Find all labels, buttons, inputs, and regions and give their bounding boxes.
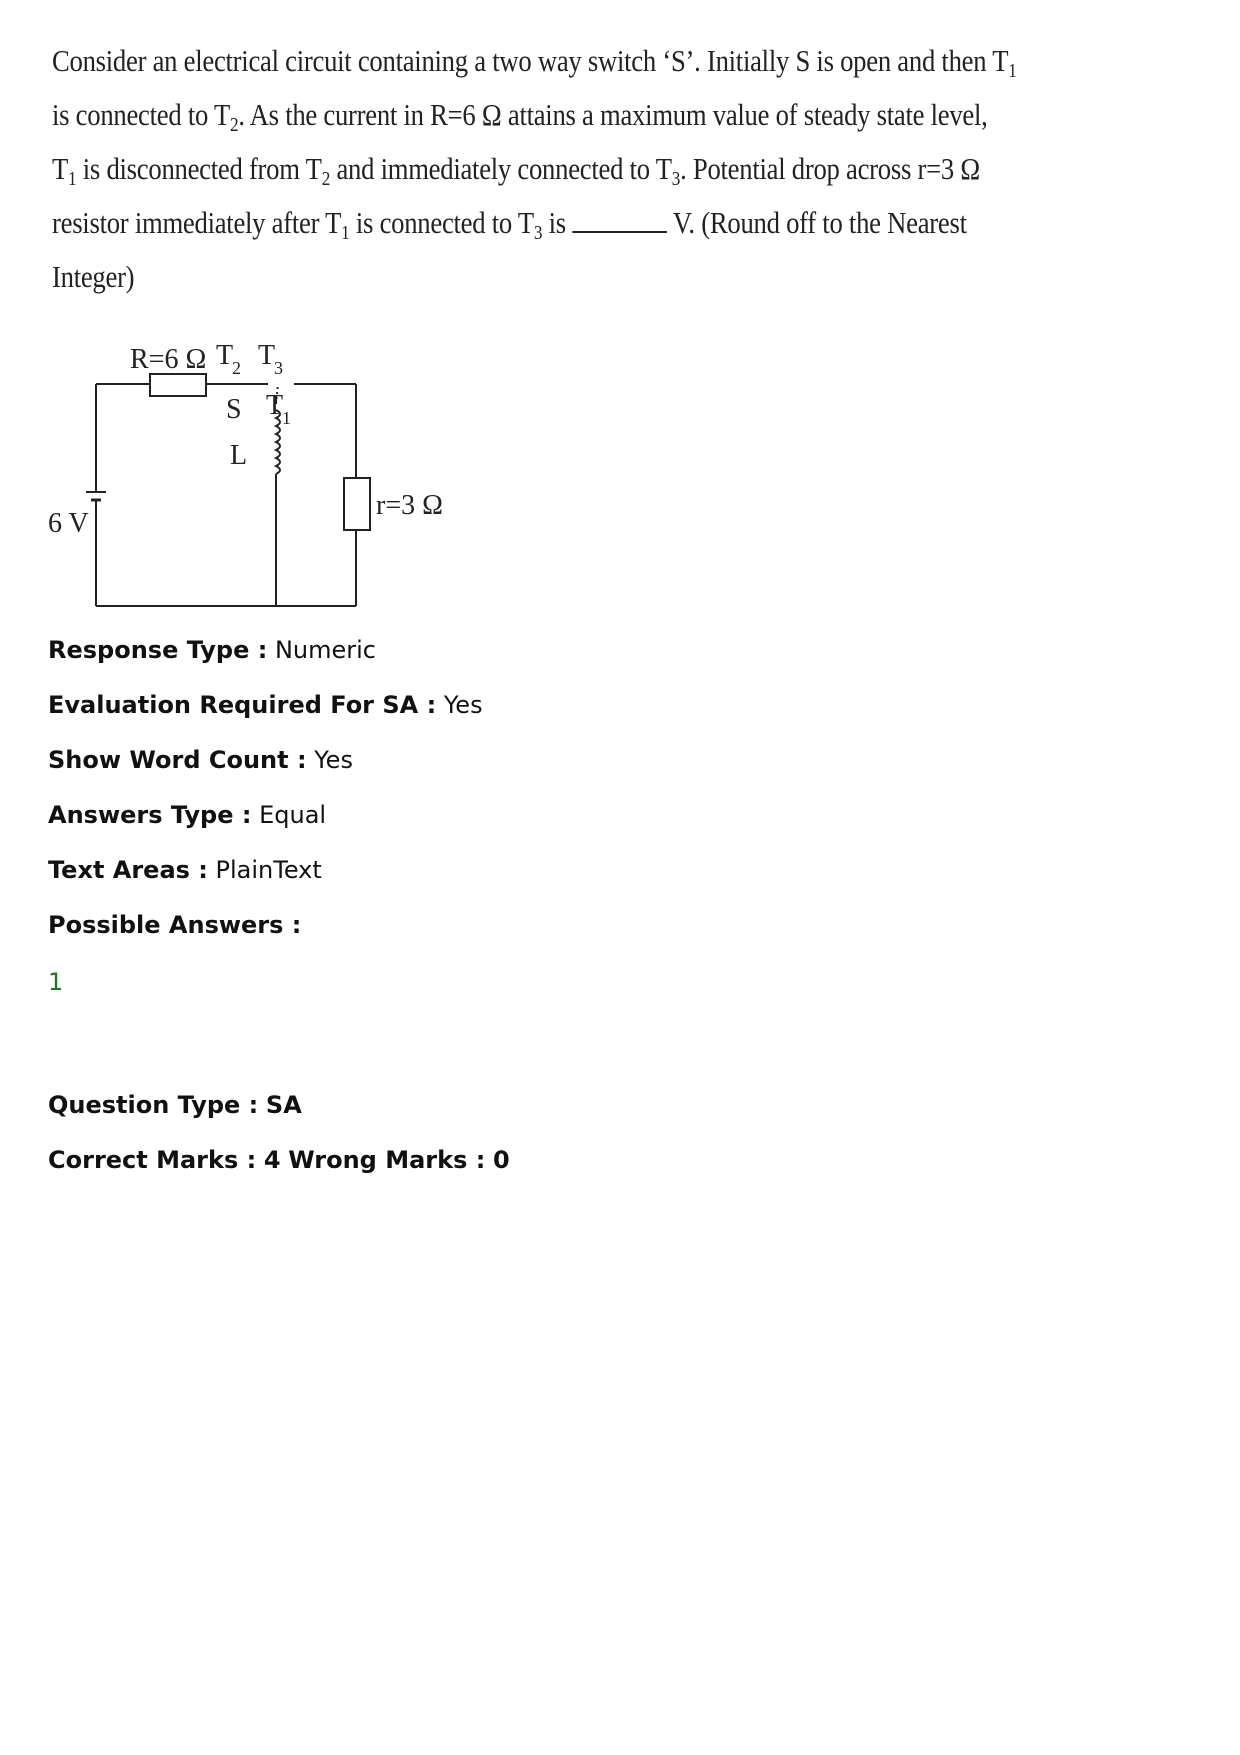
question-line-4: resistor immediately after $T_1$ is connected to $T_3$ is V. (Round off to the Nearest (52, 205, 967, 244)
question-line-5: Integer) (52, 259, 135, 294)
text-areas: Text Areas : PlainText (48, 856, 322, 884)
response-type: Response Type : Numeric (48, 636, 376, 664)
question-text (52, 34, 1017, 304)
label-T3: T (258, 340, 276, 371)
label-S: S (226, 394, 242, 425)
marks: Correct Marks : 4 Wrong Marks : 0 (48, 1146, 510, 1174)
label-T2-sub: 2 (232, 358, 241, 378)
label-voltage: 6 V (48, 508, 89, 539)
label-T2: T (216, 340, 234, 371)
possible-answers-label: Possible Answers : (48, 911, 302, 939)
answer-blank (572, 209, 667, 233)
question-line-3: $T_1$ is disconnected from $T_2$ and immediately connected to $T_3$. Potential drop across r=3 Ω (52, 151, 980, 190)
label-L: L (230, 440, 248, 471)
possible-answer-value: 1 (48, 968, 64, 996)
circuit-diagram (40, 318, 460, 618)
label-T1: T (266, 390, 284, 421)
label-r: r=3 Ω (376, 490, 443, 521)
question-line-2: is connected to $T_2$. As the current in R=6 Ω attains a maximum value of steady state level, (52, 97, 988, 136)
label-R: R=6 Ω (130, 344, 207, 375)
label-T3-sub: 3 (274, 358, 283, 378)
answers-type: Answers Type : Equal (48, 801, 327, 829)
question-type: Question Type : SA (48, 1091, 302, 1119)
show-word-count: Show Word Count : Yes (48, 746, 353, 774)
resistor-r (344, 478, 370, 530)
resistor-R (150, 374, 206, 396)
label-T1-sub: 1 (282, 408, 291, 428)
question-line-1: Consider an electrical circuit containing a two way switch ‘S’. Initially S is open and then $T_1$ (52, 43, 1017, 82)
evaluation-required: Evaluation Required For SA : Yes (48, 691, 483, 719)
